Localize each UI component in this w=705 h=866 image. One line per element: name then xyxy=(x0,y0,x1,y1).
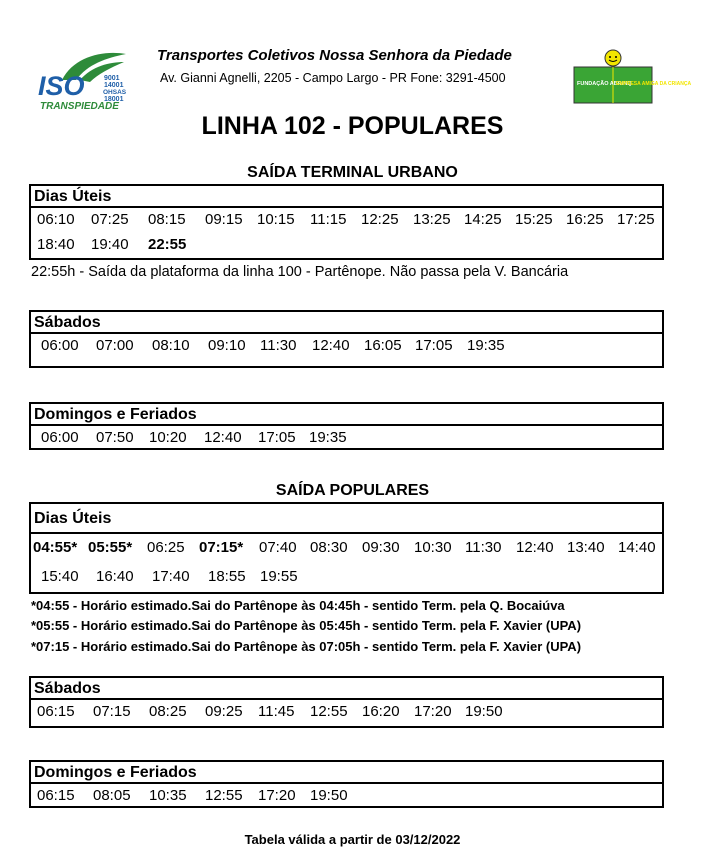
departure-time: 16:05 xyxy=(364,337,402,354)
departure-time: 19:35 xyxy=(467,337,505,354)
departure-time: 07:15 xyxy=(93,703,131,720)
time-row xyxy=(31,563,662,592)
departure-time: 22:55 xyxy=(148,236,187,253)
departure-time: 18:55 xyxy=(208,568,246,585)
time-row xyxy=(31,208,662,233)
departure-time: 16:40 xyxy=(96,568,134,585)
departure-time: 10:35 xyxy=(149,787,187,804)
departure-time: 19:40 xyxy=(91,236,129,253)
schedule-box-populares-saturday xyxy=(29,676,664,728)
departure-time: 15:40 xyxy=(41,568,79,585)
departure-time: 19:55 xyxy=(260,568,298,585)
svg-text:14001: 14001 xyxy=(104,82,124,89)
departure-time: 17:40 xyxy=(152,568,190,585)
departure-time: 17:20 xyxy=(414,703,452,720)
departure-time: 04:55* xyxy=(33,539,78,556)
schedule-label: Domingos e Feriados xyxy=(31,762,662,784)
departure-time: 10:30 xyxy=(414,539,452,556)
departure-time: 10:15 xyxy=(257,211,295,228)
departure-time: 07:50 xyxy=(96,429,134,446)
departure-time: 07:15* xyxy=(199,539,244,556)
company-address: Av. Gianni Agnelli, 2205 - Campo Largo - PR Fone: 3291-4500 xyxy=(160,71,506,85)
departure-time: 09:15 xyxy=(205,211,243,228)
departure-time: 14:25 xyxy=(464,211,502,228)
departure-time: 17:20 xyxy=(258,787,296,804)
departure-time: 06:25 xyxy=(147,539,185,556)
departure-time: 16:25 xyxy=(566,211,604,228)
departure-time: 07:00 xyxy=(96,337,134,354)
departure-time: 10:20 xyxy=(149,429,187,446)
departure-time: 08:25 xyxy=(149,703,187,720)
departure-time: 19:35 xyxy=(309,429,347,446)
transpiedade-text: TRANSPIEDADE xyxy=(40,101,119,112)
company-name: Transportes Coletivos Nossa Senhora da Piedade xyxy=(157,47,512,64)
svg-text:OHSAS: OHSAS xyxy=(103,89,127,96)
departure-time: 08:30 xyxy=(310,539,348,556)
time-row xyxy=(31,334,662,359)
departure-time: 19:50 xyxy=(310,787,348,804)
schedule-note: *04:55 - Horário estimado.Sai do Partênope às 04:45h - sentido Term. pela Q. Bocaiúva xyxy=(31,598,565,613)
departure-time: 07:25 xyxy=(91,211,129,228)
schedule-box-terminal-weekdays xyxy=(29,184,664,260)
validity-footer: Tabela válida a partir de 03/12/2022 xyxy=(244,832,461,847)
departure-time: 06:15 xyxy=(37,787,75,804)
svg-text:EMPRESA AMIGA DA CRIANÇA: EMPRESA AMIGA DA CRIANÇA xyxy=(616,81,692,87)
departure-time: 11:30 xyxy=(465,539,502,556)
schedule-box-terminal-sunday xyxy=(29,402,664,450)
time-row xyxy=(31,700,662,725)
schedule-box-populares-weekdays xyxy=(29,502,664,594)
section-heading: SAÍDA TERMINAL URBANO xyxy=(247,164,458,181)
departure-time: 12:40 xyxy=(312,337,350,354)
schedule-label: Dias Úteis xyxy=(31,504,662,534)
departure-time: 14:40 xyxy=(618,539,656,556)
page-title: LINHA 102 - POPULARES xyxy=(201,112,504,140)
schedule-box-populares-sunday xyxy=(29,760,664,808)
departure-time: 05:55* xyxy=(88,539,133,556)
time-row xyxy=(31,784,662,809)
departure-time: 17:05 xyxy=(415,337,453,354)
departure-time: 13:40 xyxy=(567,539,605,556)
section-heading: SAÍDA POPULARES xyxy=(275,482,430,499)
svg-text:18001: 18001 xyxy=(104,96,124,103)
departure-time: 17:25 xyxy=(617,211,655,228)
departure-time: 08:05 xyxy=(93,787,131,804)
departure-time: 13:25 xyxy=(413,211,451,228)
abrinq-logo xyxy=(571,49,692,107)
departure-time: 09:30 xyxy=(362,539,400,556)
departure-time: 11:15 xyxy=(310,211,347,228)
svg-text:FUNDAÇÃO ABRINQ: FUNDAÇÃO ABRINQ xyxy=(577,81,632,87)
departure-time: 15:25 xyxy=(515,211,553,228)
iso-logo xyxy=(34,50,130,112)
time-row xyxy=(31,426,662,451)
departure-time: 06:15 xyxy=(37,703,75,720)
departure-time: 19:50 xyxy=(465,703,503,720)
departure-time: 12:25 xyxy=(361,211,399,228)
departure-time: 09:25 xyxy=(205,703,243,720)
departure-time: 06:00 xyxy=(41,429,79,446)
schedule-note: *07:15 - Horário estimado.Sai do Partênope às 07:05h - sentido Term. pela F. Xavier (UPA) xyxy=(31,639,582,654)
schedule-label: Sábados xyxy=(31,312,662,334)
departure-time: 12:55 xyxy=(205,787,243,804)
departure-time: 18:40 xyxy=(37,236,75,253)
departure-time: 07:40 xyxy=(259,539,297,556)
time-row xyxy=(31,233,662,258)
svg-text:9001: 9001 xyxy=(104,75,120,82)
schedule-note: *05:55 - Horário estimado.Sai do Partênope às 05:45h - sentido Term. pela F. Xavier (UPA) xyxy=(31,618,582,633)
departure-time: 17:05 xyxy=(258,429,296,446)
schedule-label: Dias Úteis xyxy=(31,186,662,208)
departure-time: 08:15 xyxy=(148,211,186,228)
departure-time: 11:30 xyxy=(260,337,297,354)
departure-time: 16:20 xyxy=(362,703,400,720)
schedule-label: Domingos e Feriados xyxy=(31,404,662,426)
iso-text: ISO xyxy=(38,71,85,101)
schedule-box-terminal-saturday xyxy=(29,310,664,368)
schedule-note: 22:55h - Saída da plataforma da linha 100 - Partênope. Não passa pela V. Bancária xyxy=(31,264,569,280)
departure-time: 12:40 xyxy=(516,539,554,556)
departure-time: 08:10 xyxy=(152,337,190,354)
departure-time: 09:10 xyxy=(208,337,246,354)
departure-time: 12:55 xyxy=(310,703,348,720)
time-row xyxy=(31,534,662,563)
departure-time: 06:00 xyxy=(41,337,79,354)
departure-time: 12:40 xyxy=(204,429,242,446)
schedule-label: Sábados xyxy=(31,678,662,700)
departure-time: 06:10 xyxy=(37,211,75,228)
departure-time: 11:45 xyxy=(258,703,295,720)
